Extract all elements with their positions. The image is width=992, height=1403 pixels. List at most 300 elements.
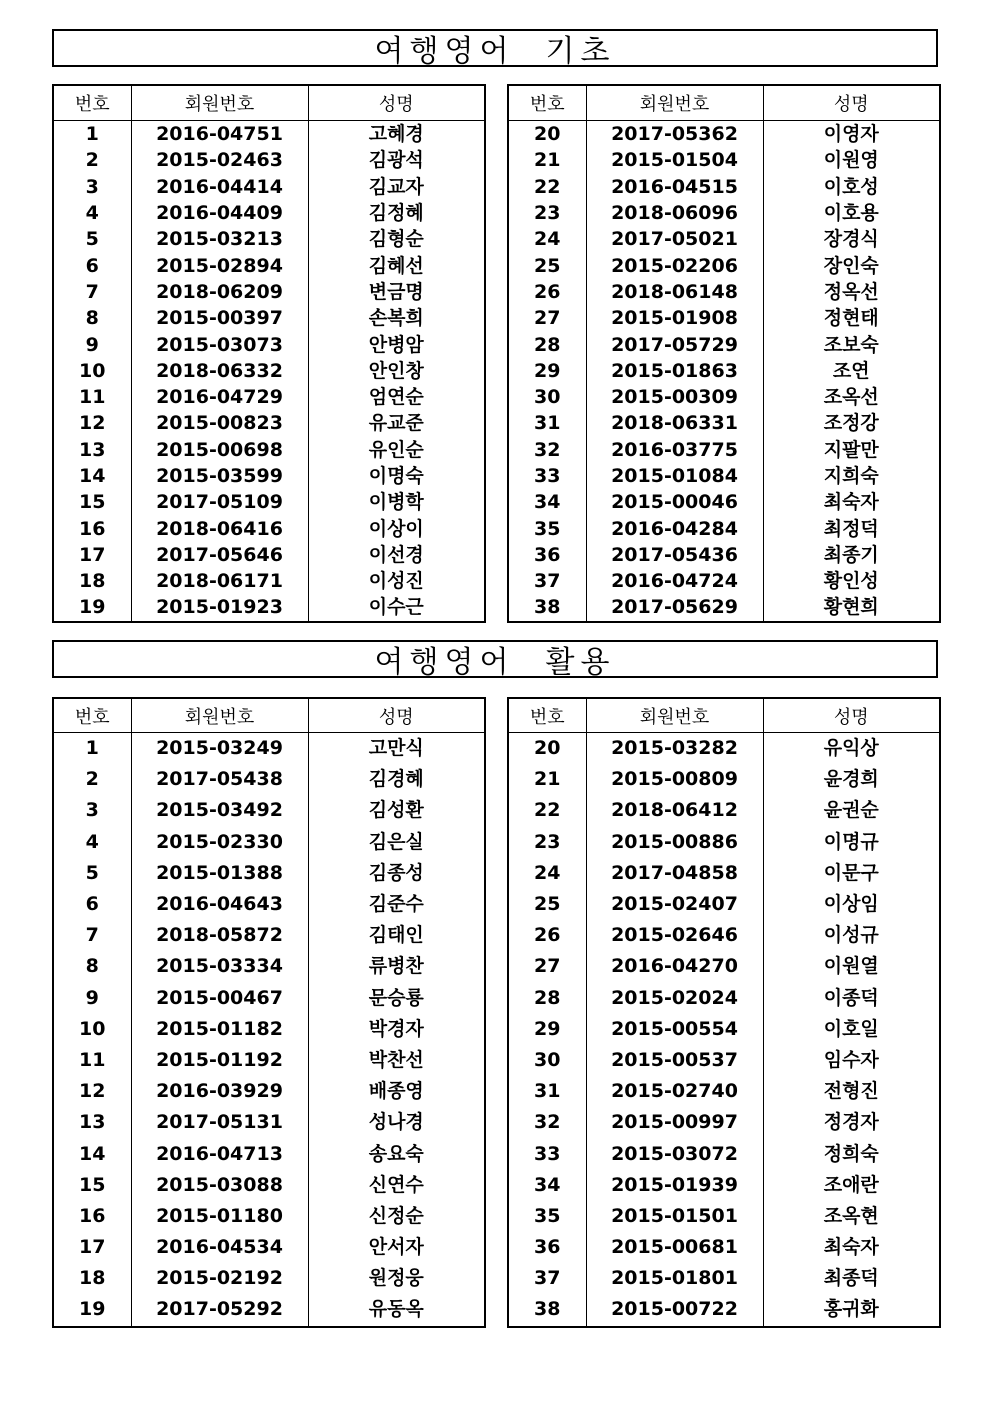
member-name: 유교준 [308, 410, 485, 436]
member-name: 김형순 [308, 226, 485, 252]
member-id: 2015-01801 [586, 1263, 763, 1294]
header-num: 번호 [508, 85, 586, 121]
member-name: 홍귀화 [763, 1294, 940, 1326]
row-num: 6 [53, 889, 131, 920]
member-name: 박경자 [308, 1014, 485, 1045]
table-row [508, 147, 940, 173]
table-row [53, 489, 485, 515]
member-name: 이상이 [308, 515, 485, 541]
member-name: 지희숙 [763, 463, 940, 489]
member-id: 2015-00823 [131, 410, 308, 436]
row-num: 36 [508, 542, 586, 568]
member-id: 2015-00397 [131, 305, 308, 331]
member-id: 2017-05646 [131, 542, 308, 568]
row-num: 35 [508, 1201, 586, 1232]
table-row [53, 279, 485, 305]
table-row [508, 1263, 940, 1294]
member-id: 2015-03492 [131, 795, 308, 826]
table-header-row [53, 85, 485, 121]
member-id: 2018-06416 [131, 515, 308, 541]
member-id: 2015-03249 [131, 733, 308, 765]
member-name: 이종덕 [763, 983, 940, 1014]
table-row [508, 1107, 940, 1138]
table-row [508, 174, 940, 200]
member-id: 2015-00886 [586, 827, 763, 858]
row-num: 32 [508, 1107, 586, 1138]
row-num: 23 [508, 827, 586, 858]
table-row [53, 200, 485, 226]
member-id: 2015-00809 [586, 764, 763, 795]
member-id: 2017-05438 [131, 764, 308, 795]
member-id: 2017-05729 [586, 331, 763, 357]
row-num: 25 [508, 252, 586, 278]
row-num: 1 [53, 733, 131, 765]
member-id: 2015-02740 [586, 1076, 763, 1107]
member-id: 2016-04643 [131, 889, 308, 920]
table-row [53, 226, 485, 252]
section-title-applied: 여행영어 활용 [52, 640, 938, 678]
member-name: 안병암 [308, 331, 485, 357]
row-num: 33 [508, 1138, 586, 1169]
row-num: 34 [508, 1170, 586, 1201]
row-num: 7 [53, 279, 131, 305]
member-name: 이성규 [763, 920, 940, 951]
row-num: 7 [53, 920, 131, 951]
row-num: 33 [508, 463, 586, 489]
row-num: 29 [508, 1014, 586, 1045]
table-row [508, 1170, 940, 1201]
table-row [53, 174, 485, 200]
row-num: 18 [53, 568, 131, 594]
row-num: 27 [508, 305, 586, 331]
member-id: 2016-04724 [586, 568, 763, 594]
member-name: 손복희 [308, 305, 485, 331]
member-id: 2018-06332 [131, 358, 308, 384]
table-row [508, 463, 940, 489]
roster-table-applied-left [52, 697, 486, 1328]
member-id: 2015-03073 [131, 331, 308, 357]
table-row [53, 384, 485, 410]
table-row [508, 733, 940, 765]
member-id: 2015-01182 [131, 1014, 308, 1045]
member-id: 2015-01863 [586, 358, 763, 384]
member-name: 유익상 [763, 733, 940, 765]
member-name: 지팔만 [763, 437, 940, 463]
row-num: 23 [508, 200, 586, 226]
member-id: 2015-03072 [586, 1138, 763, 1169]
row-num: 16 [53, 515, 131, 541]
row-num: 2 [53, 147, 131, 173]
member-id: 2017-05436 [586, 542, 763, 568]
member-name: 이성진 [308, 568, 485, 594]
member-id: 2017-05362 [586, 121, 763, 148]
member-id: 2016-04284 [586, 515, 763, 541]
row-num: 11 [53, 1045, 131, 1076]
member-name: 이병학 [308, 489, 485, 515]
row-num: 9 [53, 983, 131, 1014]
member-name: 이명규 [763, 827, 940, 858]
member-id: 2018-06412 [586, 795, 763, 826]
row-num: 1 [53, 121, 131, 148]
table-header-row [508, 85, 940, 121]
row-num: 28 [508, 331, 586, 357]
table-row [508, 279, 940, 305]
table-row [508, 568, 940, 594]
row-num: 22 [508, 795, 586, 826]
member-id: 2015-03213 [131, 226, 308, 252]
member-id: 2015-00467 [131, 983, 308, 1014]
row-num: 17 [53, 1232, 131, 1263]
member-name: 이선경 [308, 542, 485, 568]
row-num: 31 [508, 1076, 586, 1107]
member-id: 2015-03088 [131, 1170, 308, 1201]
row-num: 2 [53, 764, 131, 795]
row-num: 3 [53, 174, 131, 200]
table-row [53, 795, 485, 826]
table-header-row [508, 698, 940, 733]
header-name: 성명 [763, 698, 940, 733]
member-name: 정경자 [763, 1107, 940, 1138]
member-id: 2015-01908 [586, 305, 763, 331]
row-num: 15 [53, 489, 131, 515]
member-name: 류병찬 [308, 951, 485, 982]
member-id: 2015-01504 [586, 147, 763, 173]
row-num: 30 [508, 384, 586, 410]
table-row [53, 1294, 485, 1326]
member-name: 이영자 [763, 121, 940, 148]
member-name: 성나경 [308, 1107, 485, 1138]
member-id: 2018-06096 [586, 200, 763, 226]
row-num: 31 [508, 410, 586, 436]
member-name: 최정덕 [763, 515, 940, 541]
member-name: 유동옥 [308, 1294, 485, 1326]
member-id: 2017-05292 [131, 1294, 308, 1326]
member-id: 2015-02407 [586, 889, 763, 920]
member-name: 최숙자 [763, 489, 940, 515]
table-row [53, 1263, 485, 1294]
member-name: 조연 [763, 358, 940, 384]
table-row [508, 951, 940, 982]
table-row [53, 542, 485, 568]
row-num: 13 [53, 437, 131, 463]
row-num: 15 [53, 1170, 131, 1201]
member-name: 최종덕 [763, 1263, 940, 1294]
member-id: 2015-00722 [586, 1294, 763, 1326]
table-row [508, 594, 940, 621]
member-name: 조옥선 [763, 384, 940, 410]
member-id: 2016-04534 [131, 1232, 308, 1263]
member-name: 박찬선 [308, 1045, 485, 1076]
row-num: 16 [53, 1201, 131, 1232]
row-num: 4 [53, 827, 131, 858]
member-id: 2016-03775 [586, 437, 763, 463]
member-id: 2015-02206 [586, 252, 763, 278]
row-num: 10 [53, 1014, 131, 1045]
table-row [53, 1201, 485, 1232]
member-name: 엄연순 [308, 384, 485, 410]
member-id: 2015-00681 [586, 1232, 763, 1263]
table-row [53, 920, 485, 951]
table-row [508, 200, 940, 226]
member-id: 2015-02463 [131, 147, 308, 173]
member-id: 2015-00554 [586, 1014, 763, 1045]
table-row [508, 542, 940, 568]
member-name: 조애란 [763, 1170, 940, 1201]
member-name: 이원영 [763, 147, 940, 173]
table-row [508, 358, 940, 384]
member-name: 조보숙 [763, 331, 940, 357]
member-name: 윤권순 [763, 795, 940, 826]
table-row [53, 827, 485, 858]
member-name: 김태인 [308, 920, 485, 951]
table-row [53, 305, 485, 331]
header-member-id: 회원번호 [131, 85, 308, 121]
header-member-id: 회원번호 [586, 85, 763, 121]
member-id: 2017-05629 [586, 594, 763, 621]
member-id: 2016-04414 [131, 174, 308, 200]
row-num: 28 [508, 983, 586, 1014]
member-id: 2016-03929 [131, 1076, 308, 1107]
table-row [53, 331, 485, 357]
member-name: 최종기 [763, 542, 940, 568]
member-name: 안서자 [308, 1232, 485, 1263]
row-num: 22 [508, 174, 586, 200]
member-name: 김교자 [308, 174, 485, 200]
member-id: 2015-03599 [131, 463, 308, 489]
row-num: 12 [53, 410, 131, 436]
row-num: 20 [508, 121, 586, 148]
row-num: 12 [53, 1076, 131, 1107]
roster-table-basic-left [52, 84, 486, 623]
row-num: 32 [508, 437, 586, 463]
member-name: 조정강 [763, 410, 940, 436]
member-id: 2018-05872 [131, 920, 308, 951]
table-row [53, 358, 485, 384]
row-num: 5 [53, 858, 131, 889]
table-row [508, 827, 940, 858]
table-row [53, 121, 485, 148]
table-header-row [53, 698, 485, 733]
row-num: 26 [508, 920, 586, 951]
member-id: 2016-04515 [586, 174, 763, 200]
row-num: 21 [508, 764, 586, 795]
member-name: 신정순 [308, 1201, 485, 1232]
member-name: 황인성 [763, 568, 940, 594]
row-num: 8 [53, 951, 131, 982]
member-id: 2015-01388 [131, 858, 308, 889]
member-name: 김경혜 [308, 764, 485, 795]
table-row [53, 515, 485, 541]
row-num: 5 [53, 226, 131, 252]
member-name: 정옥선 [763, 279, 940, 305]
member-id: 2018-06148 [586, 279, 763, 305]
row-num: 29 [508, 358, 586, 384]
member-name: 최숙자 [763, 1232, 940, 1263]
row-num: 19 [53, 1294, 131, 1326]
member-id: 2015-02894 [131, 252, 308, 278]
member-name: 조옥현 [763, 1201, 940, 1232]
member-id: 2017-05109 [131, 489, 308, 515]
member-name: 송요숙 [308, 1138, 485, 1169]
table-row [508, 331, 940, 357]
member-id: 2015-02024 [586, 983, 763, 1014]
table-row [53, 1076, 485, 1107]
table-row [508, 252, 940, 278]
member-id: 2016-04751 [131, 121, 308, 148]
member-id: 2016-04270 [586, 951, 763, 982]
row-num: 3 [53, 795, 131, 826]
member-name: 유인순 [308, 437, 485, 463]
member-id: 2015-02192 [131, 1263, 308, 1294]
table-row [508, 1232, 940, 1263]
member-id: 2015-01192 [131, 1045, 308, 1076]
member-id: 2015-01939 [586, 1170, 763, 1201]
roster-table-basic-right [507, 84, 941, 623]
member-id: 2017-05021 [586, 226, 763, 252]
member-id: 2018-06209 [131, 279, 308, 305]
member-id: 2015-00997 [586, 1107, 763, 1138]
table-row [508, 764, 940, 795]
member-name: 김광석 [308, 147, 485, 173]
member-name: 김종성 [308, 858, 485, 889]
table-row [508, 1045, 940, 1076]
row-num: 20 [508, 733, 586, 765]
row-num: 30 [508, 1045, 586, 1076]
member-name: 신연수 [308, 1170, 485, 1201]
header-num: 번호 [508, 698, 586, 733]
member-name: 정희숙 [763, 1138, 940, 1169]
table-row [508, 226, 940, 252]
member-name: 장인숙 [763, 252, 940, 278]
table-row [53, 594, 485, 621]
row-num: 10 [53, 358, 131, 384]
member-id: 2015-03334 [131, 951, 308, 982]
section-title-basic: 여행영어 기초 [52, 29, 938, 67]
member-name: 안인창 [308, 358, 485, 384]
row-num: 11 [53, 384, 131, 410]
table-row [508, 920, 940, 951]
table-row [508, 1138, 940, 1169]
member-name: 전형진 [763, 1076, 940, 1107]
member-name: 원정웅 [308, 1263, 485, 1294]
row-num: 34 [508, 489, 586, 515]
row-num: 21 [508, 147, 586, 173]
table-row [508, 858, 940, 889]
table-row [53, 983, 485, 1014]
member-name: 변금명 [308, 279, 485, 305]
table-row [508, 1076, 940, 1107]
member-name: 이호일 [763, 1014, 940, 1045]
member-name: 문승룡 [308, 983, 485, 1014]
table-row [53, 252, 485, 278]
table-row [508, 1014, 940, 1045]
member-name: 윤경희 [763, 764, 940, 795]
table-row [508, 795, 940, 826]
member-id: 2015-02646 [586, 920, 763, 951]
row-num: 19 [53, 594, 131, 621]
row-num: 18 [53, 1263, 131, 1294]
member-id: 2017-05131 [131, 1107, 308, 1138]
member-name: 김정혜 [308, 200, 485, 226]
row-num: 26 [508, 279, 586, 305]
table-row [53, 463, 485, 489]
member-name: 이호성 [763, 174, 940, 200]
table-row [53, 1045, 485, 1076]
table-row [53, 1170, 485, 1201]
table-row [508, 121, 940, 148]
member-name: 김은실 [308, 827, 485, 858]
member-id: 2015-00537 [586, 1045, 763, 1076]
roster-table-applied-right [507, 697, 941, 1328]
member-id: 2015-01923 [131, 594, 308, 621]
member-name: 장경식 [763, 226, 940, 252]
row-num: 27 [508, 951, 586, 982]
row-num: 25 [508, 889, 586, 920]
member-id: 2015-01084 [586, 463, 763, 489]
member-id: 2015-00046 [586, 489, 763, 515]
member-name: 고만식 [308, 733, 485, 765]
table-row [508, 384, 940, 410]
member-name: 김성환 [308, 795, 485, 826]
table-row [53, 437, 485, 463]
table-row [53, 889, 485, 920]
member-id: 2015-00698 [131, 437, 308, 463]
member-id: 2015-00309 [586, 384, 763, 410]
member-name: 배종영 [308, 1076, 485, 1107]
row-num: 8 [53, 305, 131, 331]
table-row [508, 1294, 940, 1326]
table-row [508, 437, 940, 463]
header-name: 성명 [308, 698, 485, 733]
row-num: 17 [53, 542, 131, 568]
table-row [508, 1201, 940, 1232]
member-name: 황현희 [763, 594, 940, 621]
table-row [53, 951, 485, 982]
row-num: 4 [53, 200, 131, 226]
header-num: 번호 [53, 698, 131, 733]
table-row [53, 858, 485, 889]
table-row [53, 1232, 485, 1263]
header-name: 성명 [763, 85, 940, 121]
member-name: 고혜경 [308, 121, 485, 148]
table-row [508, 983, 940, 1014]
member-name: 이상임 [763, 889, 940, 920]
header-member-id: 회원번호 [586, 698, 763, 733]
member-id: 2018-06331 [586, 410, 763, 436]
table-row [53, 410, 485, 436]
member-id: 2016-04713 [131, 1138, 308, 1169]
row-num: 9 [53, 331, 131, 357]
header-num: 번호 [53, 85, 131, 121]
member-name: 이호용 [763, 200, 940, 226]
row-num: 24 [508, 226, 586, 252]
row-num: 37 [508, 568, 586, 594]
header-member-id: 회원번호 [131, 698, 308, 733]
member-name: 이수근 [308, 594, 485, 621]
table-row [53, 733, 485, 765]
member-id: 2018-06171 [131, 568, 308, 594]
member-id: 2015-01501 [586, 1201, 763, 1232]
table-row [53, 1138, 485, 1169]
table-row [508, 889, 940, 920]
row-num: 14 [53, 1138, 131, 1169]
member-name: 이문구 [763, 858, 940, 889]
table-row [53, 764, 485, 795]
member-name: 김준수 [308, 889, 485, 920]
row-num: 36 [508, 1232, 586, 1263]
table-row [508, 489, 940, 515]
table-row [508, 515, 940, 541]
